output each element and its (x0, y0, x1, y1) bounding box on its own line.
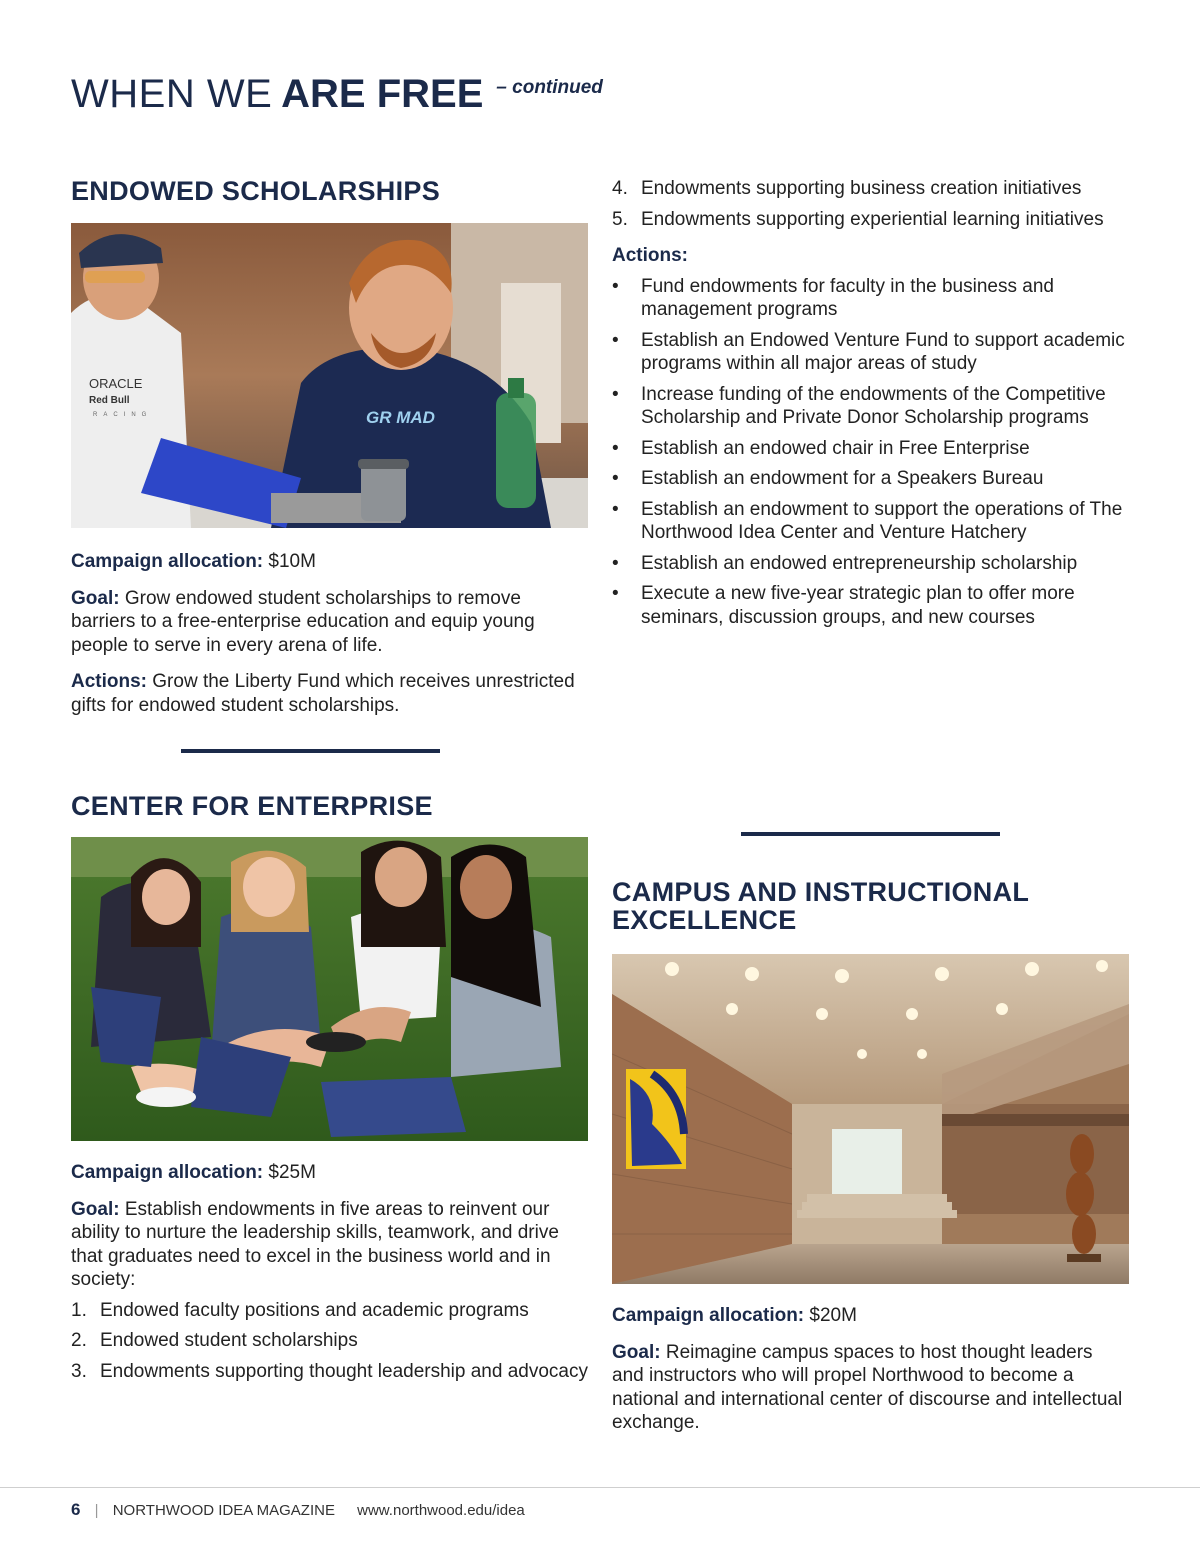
list-item-text: Endowed student scholarships (100, 1330, 358, 1351)
page-title-suffix: – continued (496, 77, 603, 98)
campus-allocation-value: $20M (809, 1305, 857, 1326)
endowed-allocation (71, 550, 588, 574)
list-number: 2. (71, 1330, 87, 1351)
list-number: 5. (612, 208, 628, 230)
bullet-marker: • (612, 552, 619, 574)
endowed-goal (71, 587, 588, 658)
shirt-text-2: Red Bull (89, 395, 130, 406)
center-allocation-label: Campaign allocation: (71, 1162, 264, 1183)
center-for-enterprise-continued (612, 177, 1129, 636)
endowed-actions (71, 670, 588, 717)
students-laptop-photo (71, 223, 588, 528)
center-for-enterprise-section (71, 792, 588, 1390)
center-actions-list (612, 275, 1129, 630)
list-number: 1. (71, 1299, 87, 1321)
students-on-grass-photo (71, 837, 588, 1141)
campus-goal-label: Goal: (612, 1341, 661, 1363)
endowed-goal-text: Grow endowed student scholarships to remove barriers to a free-enterprise education and equip young people to serve in every arena of life. (71, 587, 535, 656)
list-item (612, 275, 1129, 322)
list-number: 3. (71, 1360, 87, 1382)
endowed-actions-text: Grow the Liberty Fund which receives unrestricted gifts for endowed student scholarships. (71, 671, 575, 716)
list-item-text: Endowments supporting experiential learning initiatives (641, 208, 1104, 230)
list-number: 4. (612, 178, 628, 199)
list-item-text: Establish an Endowed Venture Fund to support academic programs within all major areas of study (641, 329, 1125, 374)
list-item (612, 383, 1129, 430)
list-item (612, 208, 1129, 232)
list-item-text: Execute a new five-year strategic plan to offer more seminars, discussion groups, and new courses (641, 583, 1075, 628)
center-goal-label: Goal: (71, 1198, 120, 1220)
center-allocation-value: $25M (268, 1162, 316, 1183)
section-divider-left (181, 749, 440, 753)
bullet-marker: • (612, 329, 619, 351)
center-areas-list (71, 1299, 588, 1384)
list-item (612, 552, 1129, 576)
bullet-marker: • (612, 437, 619, 459)
endowed-scholarships-title: ENDOWED SCHOLARSHIPS (71, 176, 441, 206)
shirt-text-1: ORACLE (89, 376, 143, 391)
campus-goal-text: Reimagine campus spaces to host thought leaders and instructors who will propel Northwood to become a national and international center of discourse and intellectual exchange. (612, 1341, 1123, 1433)
endowed-allocation-label: Campaign allocation: (71, 551, 264, 572)
endowed-allocation-value: $10M (268, 551, 316, 572)
list-item (612, 498, 1129, 545)
center-allocation (71, 1161, 588, 1185)
endowed-actions-label: Actions: (71, 671, 147, 692)
page-number: 6 (71, 1500, 81, 1519)
center-actions-label: Actions: (612, 245, 688, 266)
center-areas-list-continued (612, 177, 1129, 231)
bullet-marker: • (612, 583, 619, 604)
bullet-marker: • (612, 275, 619, 297)
list-item-text: Fund endowments for faculty in the business and management programs (641, 275, 1054, 320)
list-item (612, 582, 1129, 629)
list-item (612, 467, 1129, 491)
center-goal (71, 1198, 588, 1292)
page-footer (71, 1500, 525, 1520)
list-item-text: Endowments supporting thought leadership and advocacy (100, 1360, 588, 1382)
center-for-enterprise-title: CENTER FOR ENTERPRISE (71, 791, 433, 821)
list-item (71, 1299, 588, 1323)
list-item-text: Establish an endowed chair in Free Enterprise (641, 437, 1030, 459)
center-goal-text: Establish endowments in five areas to reinvent our ability to nurture the leadership skills, teamwork, and drive that graduates need to excel in the business world and in society: (71, 1198, 559, 1290)
bullet-marker: • (612, 498, 619, 520)
footer-divider (0, 1487, 1200, 1488)
page-title (71, 72, 603, 117)
list-item-text: Establish an endowed entrepreneurship scholarship (641, 552, 1078, 574)
list-item (71, 1329, 588, 1353)
campus-allocation-label: Campaign allocation: (612, 1305, 805, 1326)
list-item (612, 437, 1129, 461)
bullet-marker: • (612, 383, 619, 405)
bullet-marker: • (612, 468, 619, 489)
list-item (612, 329, 1129, 376)
campus-goal (612, 1341, 1129, 1435)
footer-separator: | (94, 1502, 99, 1519)
campus-atrium-photo (612, 954, 1129, 1284)
list-item-text: Establish an endowment to support the operations of The Northwood Idea Center and Venture Hatchery (641, 498, 1123, 543)
shirt-text-3: RACING (93, 412, 153, 418)
sweatshirt-text: GR MAD (366, 408, 435, 427)
magazine-name: NORTHWOOD IDEA MAGAZINE (112, 1502, 335, 1519)
page-title-bold: ARE FREE (281, 72, 484, 116)
list-item-text: Establish an endowment for a Speakers Bureau (641, 468, 1044, 489)
campus-title-line2: EXCELLENCE (612, 905, 797, 935)
list-item (71, 1360, 588, 1384)
page-title-light: WHEN WE (71, 72, 273, 116)
endowed-goal-label: Goal: (71, 587, 120, 609)
campus-title-line1: CAMPUS AND INSTRUCTIONAL (612, 877, 1030, 907)
list-item-text: Increase funding of the endowments of the Competitive Scholarship and Private Donor Scholarship programs (641, 383, 1106, 428)
campus-allocation (612, 1304, 1129, 1328)
list-item (612, 177, 1129, 201)
section-divider-right (741, 832, 1000, 836)
list-item-text: Endowed faculty positions and academic programs (100, 1299, 529, 1321)
footer-url[interactable]: www.northwood.edu/idea (357, 1502, 525, 1519)
campus-excellence-section (612, 878, 1129, 1448)
endowed-scholarships-section (71, 177, 588, 730)
center-actions-heading (612, 244, 1129, 268)
campus-excellence-title (612, 878, 1129, 934)
list-item-text: Endowments supporting business creation initiatives (641, 178, 1082, 199)
